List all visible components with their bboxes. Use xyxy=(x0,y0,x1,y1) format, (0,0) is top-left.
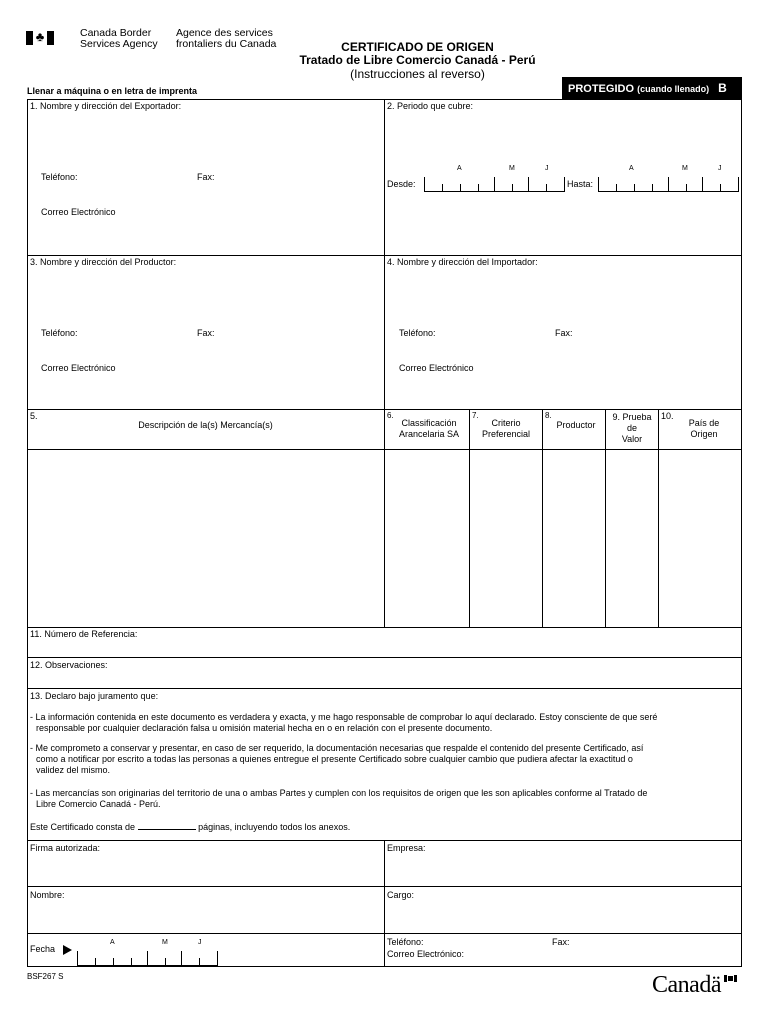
sig-day-letter: J xyxy=(198,939,202,946)
divider-col-sig xyxy=(384,840,385,967)
producer-label: 3. Nombre y dirección del Productor: xyxy=(30,257,177,267)
divider-col-10 xyxy=(658,409,659,627)
pages-count-field[interactable] xyxy=(138,821,196,830)
signature-date-field[interactable] xyxy=(77,952,218,966)
declaration-p1-line-2: responsable por cualquier declaración falsa u omisión material hecha en o en relación con el presente documento. xyxy=(36,723,493,733)
col7-number: 7. xyxy=(472,411,479,420)
divider-col-8 xyxy=(542,409,543,627)
pages-count-line xyxy=(30,821,742,833)
to-month-letter: M xyxy=(682,165,688,172)
importer-fax-label: Fax: xyxy=(555,328,573,338)
authorized-signature-label: Firma autorizada: xyxy=(30,843,101,853)
col7-header xyxy=(470,418,542,440)
divider-col-7 xyxy=(469,409,470,627)
col5-header: Descripción de la(s) Mercancía(s) xyxy=(138,420,273,430)
declaration-paragraph-1 xyxy=(30,712,742,734)
exporter-fax-label: Fax: xyxy=(197,172,215,182)
form-instructions: (Instrucciones al reverso) xyxy=(350,67,485,81)
declaration-p3-line-2: Libre Comercio Canadá - Perú. xyxy=(36,799,161,809)
col9-header-line-2: de xyxy=(626,423,637,433)
exporter-phone-label: Teléfono: xyxy=(41,172,78,182)
exporter-label: 1. Nombre y dirección del Exportador: xyxy=(30,101,182,111)
protected-note: (cuando llenado) xyxy=(637,84,710,94)
position-label: Cargo: xyxy=(387,890,415,900)
from-year-letter: A xyxy=(457,165,462,172)
importer-email-label: Correo Electrónico xyxy=(399,363,474,373)
exporter-email-label: Correo Electrónico xyxy=(41,207,116,217)
col10-number: 10. xyxy=(661,411,674,421)
producer-phone-label: Teléfono: xyxy=(41,328,78,338)
col6-header-line-1: Classificación xyxy=(401,418,457,428)
reference-number-label: 11. Número de Referencia: xyxy=(30,629,138,639)
period-from-date-field[interactable] xyxy=(424,178,565,192)
canada-wordmark-text: Canadä xyxy=(652,972,721,998)
to-year-letter: A xyxy=(629,165,634,172)
col6-header xyxy=(390,418,468,440)
sig-month-letter: M xyxy=(162,939,168,946)
col9-header-line-3: Valor xyxy=(621,434,643,444)
declaration-paragraph-3 xyxy=(30,788,742,810)
protected-badge xyxy=(562,77,742,99)
canada-wordmark xyxy=(652,972,721,999)
agency-en-line-1: Canada Border xyxy=(80,27,152,39)
declaration-p1-line-1: - La información contenida en este documento es verdadera y exacta, y me hago responsable de comprobar lo aquí declarado. Estoy consciente de que seré xyxy=(30,712,658,722)
agency-fr-line-2: frontaliers du Canada xyxy=(176,38,277,50)
col8-number: 8. xyxy=(545,411,552,420)
canada-flag-icon: ♣ xyxy=(26,31,54,45)
declaration-p3-line-1: - Las mercancías son originarias del territorio de una o ambas Partes y cumplen con los requisitos de origen que les son aplicables conforme al Tratado de xyxy=(30,788,648,798)
protected-label: PROTEGIDO xyxy=(568,83,635,95)
col8-header: Productor xyxy=(556,420,596,430)
form-code: BSF267 S xyxy=(27,972,64,981)
divider-obs xyxy=(27,688,742,689)
producer-fax-label: Fax: xyxy=(197,328,215,338)
col10-header-line-2: Origen xyxy=(690,429,718,439)
declaration-p2-line-1: - Me comprometo a conservar y presentar, en caso de ser requerido, la documentación necesarias que respalde el contenido del presente Certificado, así xyxy=(30,743,644,753)
signature-phone-label: Teléfono: xyxy=(387,937,424,947)
date-label: Fecha xyxy=(30,944,56,954)
protected-grade: B xyxy=(718,81,727,95)
col9-header-line-1: 9. Prueba xyxy=(612,412,652,422)
col9-header xyxy=(606,412,658,445)
divider-ref xyxy=(27,657,742,658)
observations-label: 12. Observaciones: xyxy=(30,660,108,670)
form-title: CERTIFICADO DE ORIGEN xyxy=(341,40,494,54)
importer-phone-label: Teléfono: xyxy=(399,328,436,338)
period-from-label: Desde: xyxy=(387,179,416,189)
form-subtitle: Tratado de Libre Comercio Canadá - Perú xyxy=(299,53,536,67)
fill-instructions: Llenar a máquina o en letra de imprenta xyxy=(27,86,198,96)
pages-count-suffix: páginas, incluyendo todos los anexos. xyxy=(198,822,351,832)
signature-email-label: Correo Electrónico: xyxy=(387,949,465,959)
declaration-paragraph-2 xyxy=(30,743,742,776)
divider-col-main xyxy=(384,99,385,627)
period-label: 2. Periodo que cubre: xyxy=(387,101,474,111)
col6-header-line-2: Arancelaria SA xyxy=(398,429,460,439)
wordmark-flag-icon xyxy=(724,975,737,982)
date-arrow-icon xyxy=(63,945,72,955)
company-label: Empresa: xyxy=(387,843,426,853)
importer-label: 4. Nombre y dirección del Importador: xyxy=(387,257,538,267)
period-to-date-field[interactable] xyxy=(598,178,739,192)
pages-count-prefix: Este Certificado consta de xyxy=(30,822,136,832)
sig-year-letter: A xyxy=(110,939,115,946)
col10-header-line-1: País de xyxy=(688,418,720,428)
col6-number: 6. xyxy=(387,411,394,420)
signature-fax-label: Fax: xyxy=(552,937,570,947)
period-to-label: Hasta: xyxy=(567,179,594,189)
producer-email-label: Correo Electrónico xyxy=(41,363,116,373)
declaration-p2-line-3: validez del mismo. xyxy=(36,765,111,775)
from-month-letter: M xyxy=(509,165,515,172)
to-day-letter: J xyxy=(718,165,722,172)
declaration-p2-line-2: como a notificar por escrito a todas las personas a quienes entregue el presente Certificado sobre cualquier cambio que pudiera afectar la exactitud o xyxy=(36,754,633,764)
agency-fr-line-1: Agence des services xyxy=(176,27,273,39)
col10-header xyxy=(672,418,736,440)
form-title-block xyxy=(250,41,585,81)
agency-en-line-2: Services Agency xyxy=(80,38,158,50)
name-label: Nombre: xyxy=(30,890,65,900)
agency-name-en xyxy=(80,28,158,50)
divider-goods-bottom xyxy=(27,627,742,628)
from-day-letter: J xyxy=(545,165,549,172)
col7-header-line-2: Preferencial xyxy=(481,429,531,439)
col7-header-line-1: Criterio xyxy=(491,418,521,428)
declaration-label: 13. Declaro bajo juramento que: xyxy=(30,691,159,701)
col5-number: 5. xyxy=(30,411,38,421)
